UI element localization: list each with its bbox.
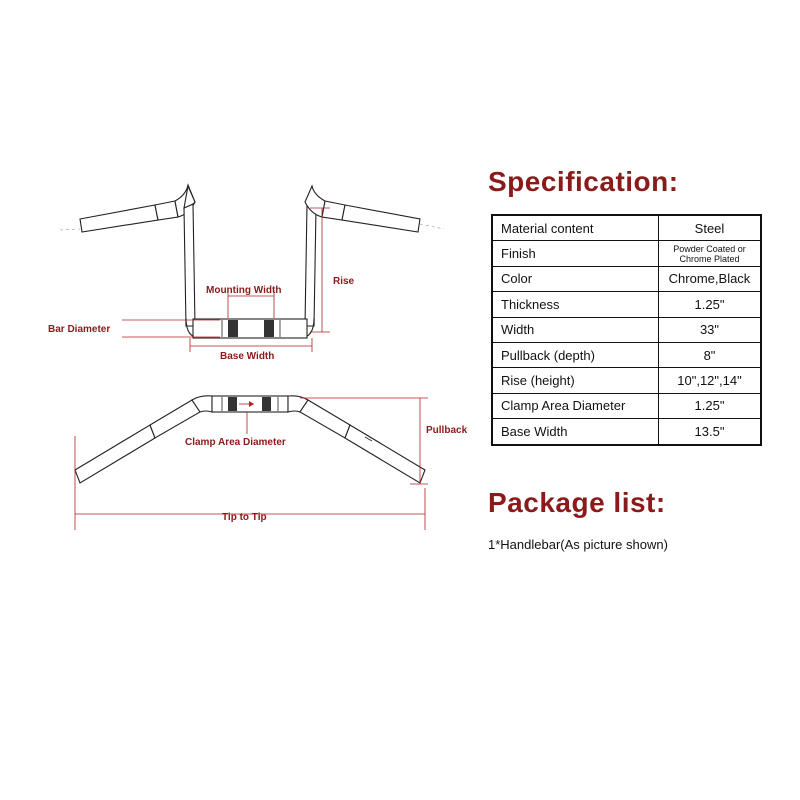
package-item: 1*Handlebar(As picture shown) (488, 537, 668, 552)
label-tip-to-tip: Tip to Tip (222, 512, 267, 523)
specification-title: Specification: (488, 166, 679, 197)
label-rise: Rise (333, 276, 355, 287)
spec-value: Chrome,Black (659, 266, 762, 291)
spec-value: 8" (659, 342, 762, 367)
spec-row (492, 292, 761, 317)
spec-key: Clamp Area Diameter (492, 393, 659, 418)
label-pullback: Pullback (426, 425, 468, 436)
spec-key: Finish (492, 241, 659, 266)
spec-row (492, 241, 761, 266)
spec-key: Rise (height) (492, 368, 659, 393)
spec-row (492, 215, 761, 241)
spec-row (492, 368, 761, 393)
spec-key: Thickness (492, 292, 659, 317)
spec-value (659, 241, 762, 266)
spec-value-line: Chrome Plated (679, 253, 740, 264)
spec-value: Steel (659, 215, 762, 241)
spec-key: Base Width (492, 419, 659, 445)
spec-value: 33" (659, 317, 762, 342)
spec-row (492, 317, 761, 342)
front-view-drawing (60, 185, 444, 338)
spec-value: 1.25" (659, 393, 762, 418)
spec-key: Width (492, 317, 659, 342)
spec-value: 1.25" (659, 292, 762, 317)
spec-row (492, 266, 761, 291)
spec-row (492, 342, 761, 367)
top-view-dimensions (75, 398, 428, 530)
spec-key: Pullback (depth) (492, 342, 659, 367)
spec-key: Material content (492, 215, 659, 241)
package-list-title: Package list: (488, 487, 666, 518)
spec-row (492, 419, 761, 445)
spec-value: 10",12",14" (659, 368, 762, 393)
spec-row (492, 393, 761, 418)
label-base-width: Base Width (220, 351, 275, 362)
specification-table (491, 214, 762, 446)
spec-value-line: Powder Coated or (673, 243, 746, 254)
spec-key: Color (492, 266, 659, 291)
label-bar-diameter: Bar Diameter (48, 324, 111, 335)
label-mounting-width: Mounting Width (206, 285, 282, 296)
spec-value: 13.5" (659, 419, 762, 445)
label-clamp-area-diameter: Clamp Area Diameter (185, 437, 286, 448)
